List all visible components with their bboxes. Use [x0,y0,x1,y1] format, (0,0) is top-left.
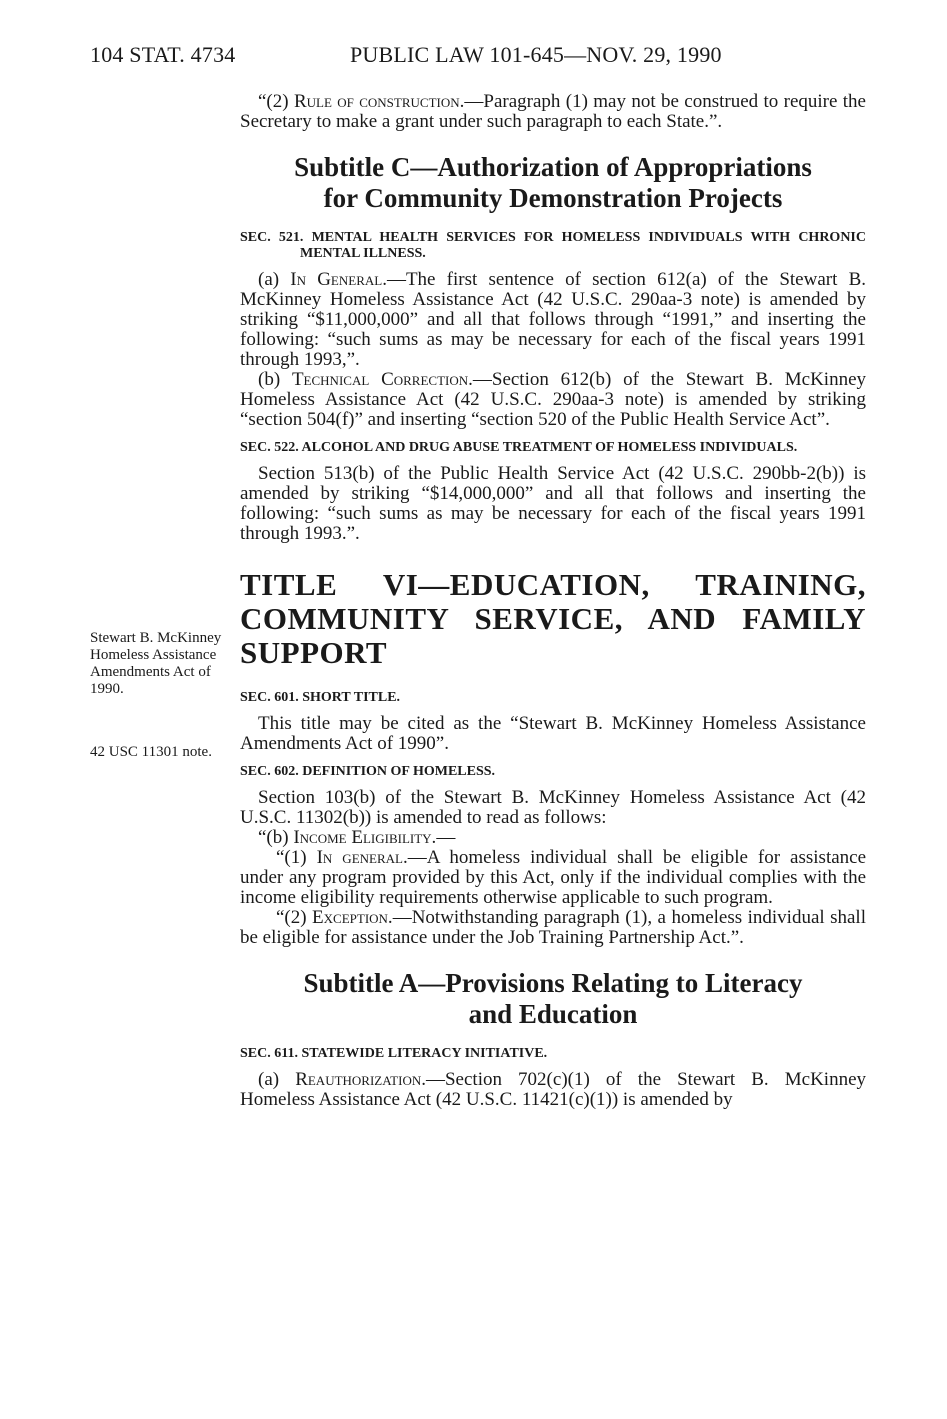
sec-611-a-paragraph: (a) Reauthorization.—Section 702(c)(1) of the Stewart B. McKinney Homeless Assistance Act (42 U.S.C. 11421(c)(1)) is amended by [240,1069,867,1110]
sec-521-a-paragraph: (a) In General.—The first sentence of section 612(a) of the Stewart B. McKinney Homeless Assistance Act (42 U.S.C. 290aa-3 note) is amended by striking “$11,000,000” and all that follows through “1991,” and inserting the following: “such sums as may be necessary for each of the fiscal years 1991 through 1993,”. [240,269,866,370]
sec-522-paragraph: Section 513(b) of the Public Health Service Act (42 U.S.C. 290bb-2(b)) is amended by striking “$14,000,000” and all that follows and inserting the following: “such sums as may be necessary for each of the fiscal years 1991 through 1993.”. [240,463,866,544]
sec-602-paragraph: Section 103(b) of the Stewart B. McKinney Homeless Assistance Act (42 U.S.C. 11302(b)) is amended to read as follows: [240,787,866,828]
sec-522-heading: SEC. 522. ALCOHOL AND DRUG ABUSE TREATMENT OF HOMELESS INDIVIDUALS. [240,440,798,455]
sec-521-heading: SEC. 521. MENTAL HEALTH SERVICES FOR HOMELESS INDIVIDUALS WITH CHRONIC MENTAL ILLNESS. [240,230,866,261]
subtitle-a-heading: Subtitle A—Provisions Relating to Literacy and Education [303,968,803,1029]
sec-601-paragraph: This title may be cited as the “Stewart B. McKinney Homeless Assistance Amendments Act of 1990”. [240,713,866,754]
title-vi-heading: TITLE VI—EDUCATION, TRAINING, COMMUNITY SERVICE, AND FAMILY SUPPORT [240,567,866,670]
rule-heading: Rule of construction. [293,91,465,112]
subtitle-c-heading: Subtitle C—Authorization of Appropriations for Community Demonstration Projects [294,152,812,213]
sec-601-heading: SEC. 601. SHORT TITLE. [240,690,401,705]
margin-note-usc-citation: 42 USC 11301 note. [90,744,212,760]
sec-521-b-paragraph: (b) Technical Correction.—Section 612(b) of the Stewart B. McKinney Homeless Assistance Act (42 U.S.C. 290aa-3 note) is amended by striking “section 504(f)” and inserting “section 520 of the Public Health Service Act”. [240,369,867,430]
sec-602-heading: SEC. 602. DEFINITION OF HOMELESS. [240,764,496,779]
statute-page-number: 104 STAT. 4734 [90,42,236,67]
margin-note-short-title: Stewart B. McKinney Homeless Assistance Amendments Act of 1990. [90,630,222,697]
sec-611-heading: SEC. 611. STATEWIDE LITERACY INITIATIVE. [240,1046,548,1061]
in-general-paragraph: “(1) In general.—A homeless individual shall be eligible for assistance under any program provided by this Act, only if the individual complies with the income eligibility requirements otherwise applicable to such program. [240,847,867,908]
exception-paragraph: “(2) Exception.—Notwithstanding paragraph (1), a homeless individual shall be eligible for assistance under the Job Training Partnership Act.”. [240,907,866,948]
rule-of-construction-paragraph: “(2) Rule of construction.—Paragraph (1) may not be construed to require the Secretary to make a grant under such paragraph to each State.”. [240,91,866,132]
main-text-column [240,92,866,1110]
public-law-citation: PUBLIC LAW 101-645—NOV. 29, 1990 [350,42,722,67]
income-eligibility-heading: “(b) Income Eligibility.— [258,827,456,848]
